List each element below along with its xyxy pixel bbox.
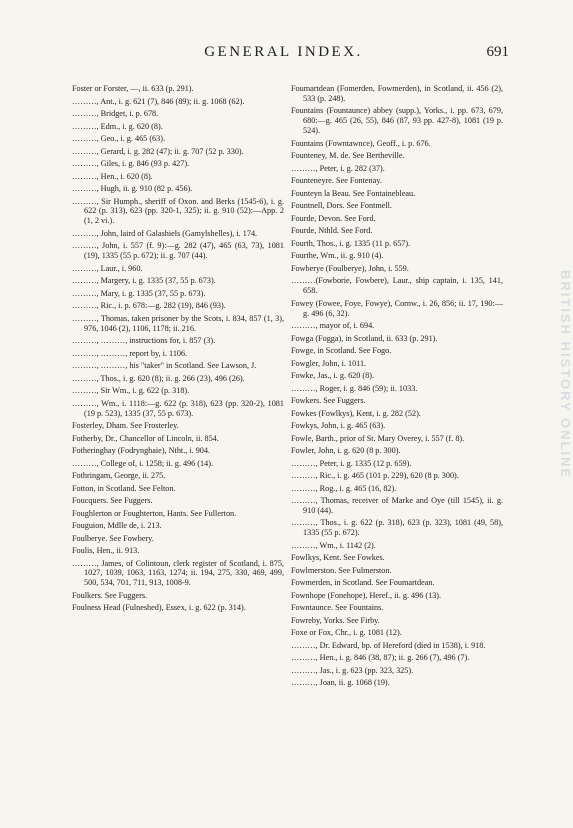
index-entry: Foumartdean (Fomerden, Fowmerden), in Scotland, ii. 456 (2), 533 (p. 248).: [291, 84, 503, 103]
index-entry: ………, Thomas, taken prisoner by the Scots, i. 834, 857 (1, 3), 976, 1046 (2), 1106, 1178; ii. 216.: [72, 313, 284, 333]
index-entry: ………, Mary, i. g. 1335 (37, 55 p. 673).: [72, 288, 206, 298]
index-entry: ………, Thos., i. g. 620 (8); ii. g. 266 (23), 496 (26).: [72, 373, 245, 383]
index-entry: Fouguion, Mdlle de, i. 213.: [72, 521, 162, 531]
index-entry: Foulness Head (Fulneshed), Essex, i. g. 622 (p. 314).: [72, 603, 246, 613]
index-entry: Fotton, in Scotland. See Felton.: [72, 483, 176, 493]
index-entry: Founteney, M. de. See Bertheville.: [291, 151, 405, 161]
index-entry: Fowreby, Yorks. See Firby.: [291, 615, 380, 625]
index-entry: Fountains (Fowntawnce), Geoff., i. p. 676.: [291, 138, 431, 148]
index-entry: Fourde, Nthld. See Ford.: [291, 226, 373, 236]
index-entry: Foughlerton or Foughterton, Hants. See Fullerton.: [72, 508, 237, 518]
index-entry: Foxe or Fox, Chr., i. g. 1081 (12).: [291, 628, 402, 638]
index-entry: ………, John, i. 557 (f. 9):—g. 282 (47), 465 (63, 73), 1081 (19), 1335 (55 p. 672); ii. g. 707 (44).: [72, 241, 284, 261]
page-title: GENERAL INDEX.: [204, 44, 363, 60]
index-column-left: [72, 84, 284, 616]
index-entry: Founteneyre. See Fontenay.: [291, 176, 382, 186]
index-entry: Fothringam, George, ii. 275.: [72, 471, 166, 481]
index-entry: Fowga (Fogga), in Scotland, ii. 633 (p. 291).: [291, 333, 438, 343]
watermark: BRITISH HISTORY ONLINE: [558, 270, 573, 480]
index-entry: ………, Sir Humph., sheriff of Oxon. and Berks (1545-6), i. g. 622 (p. 313), 623 (pp. 320-1, 325); ii. g. 910 (52):—App. 2 (1, 2 vi.).: [72, 196, 284, 226]
index-entry: ………, Gerard, i. g. 282 (47); ii. g. 707 (52 p. 330).: [72, 146, 244, 156]
index-entry: ………, Ric., i. g. 465 (101 p. 229), 620 (8 p. 300).: [291, 471, 459, 481]
index-entry: ………, Ant., i. g. 621 (7), 846 (89); ii. g. 1068 (62).: [72, 96, 245, 106]
index-entry: Fourthe, Wm., ii. g. 910 (4).: [291, 251, 384, 261]
index-entry: ………, mayor of, i. 694.: [291, 321, 375, 331]
index-column-right: [291, 84, 503, 691]
index-entry: Fowgler, John, i. 1011.: [291, 358, 367, 368]
index-entry: Fowmerden, in Scotland. See Foumartdean.: [291, 578, 435, 588]
index-entry: Foulis, Hen., ii. 913.: [72, 546, 140, 556]
index-entry: ………, Hugh, ii. g. 910 (82 p. 456).: [72, 184, 193, 193]
index-entry: ………, Jas., i. g. 623 (pp. 323, 325).: [291, 665, 414, 675]
index-entry: Fowey (Fowee, Foye, Fowye), Cornw., i. 26, 856; ii. 17, 190:—g. 496 (6, 32).: [291, 298, 503, 318]
index-entry: ………, Margery, i. g. 1335 (37, 55 p. 673).: [72, 276, 216, 286]
index-entry: Fowge, in Scotland. See Fogo.: [291, 346, 392, 356]
index-entry: Fowkers. See Fuggers.: [291, 396, 366, 406]
index-entry: ………, Laur., i. 960.: [72, 263, 143, 273]
index-entry: Fowke, Jas., i. g. 620 (8).: [291, 371, 375, 381]
page-number: 691: [486, 44, 509, 60]
index-entry: ………, Hen., i. g. 846 (38, 87); ii. g. 266 (7), 496 (7).: [291, 653, 470, 663]
index-entry: Fountains (Fountaunce) abbey (supp.), Yorks., i. pp. 673, 679, 680:—g. 465 (26, 55), 846 (87, 93 pp. 427-8), 1081 (19 p. 524).: [291, 106, 503, 136]
index-entry: ………, Geo., i. g. 465 (63).: [72, 134, 166, 143]
index-entry: Foulberye. See Fowbery.: [72, 533, 154, 543]
index-entry: ………, ………, his "taker" in Scotland. See Lawson, J.: [72, 361, 257, 371]
index-entry: Fosterley, Dham. See Frosterley.: [72, 421, 179, 431]
index-entry: ………, Peter, i. g. 282 (37).: [291, 163, 385, 173]
index-entry: ………, ………, report by, i. 1106.: [72, 348, 188, 358]
index-entry: Foster or Forster, —, ii. 633 (p. 291).: [72, 84, 194, 93]
index-entry: Fowlkys, Kent. See Fowkes.: [291, 553, 385, 563]
index-entry: ………, Edm., i. g. 620 (8).: [72, 121, 163, 131]
index-entry: ………, Thomas, receiver of Marke and Oye (till 1545), ii. g. 910 (44).: [291, 496, 503, 515]
index-entry: Fotherby, Dr., Chancellor of Lincoln, ii. 854.: [72, 433, 219, 443]
index-entry: ………, ………, instructions for, i. 857 (3).: [72, 336, 216, 346]
index-entry: Founteyn la Beau. See Fontainebleau.: [291, 188, 416, 198]
index-entry: Foucquers. See Fuggers.: [72, 496, 153, 506]
index-entry: Fourde, Devon. See Ford.: [291, 213, 376, 223]
index-entry: ………, College of, i. 1258; ii. g. 496 (14).: [72, 458, 213, 468]
index-entry: Fowkes (Fowlkys), Kent, i. g. 282 (52).: [291, 408, 421, 418]
index-entry: ………(Fowborie, Fowbere), Laur., ship captain, i. 135, 141, 658.: [291, 276, 503, 296]
index-entry: Fotheringhay (Fodrynghaie), Ntht., i. 904.: [72, 446, 211, 456]
index-entry: ………, James, of Colintoun, clerk register of Scotland, i. 875, 1027, 1039, 1063, 1163, 1274; ii. 194, 275, 330, 469, 499, 500, 534, 701, 711, 913, 1008-9.: [72, 558, 284, 588]
index-entry: ………, Bridget, i. p. 678.: [72, 109, 159, 118]
page-header: [0, 44, 567, 64]
index-entry: Fourth, Thos., i. g. 1335 (11 p. 657).: [291, 238, 411, 248]
index-entry: ………, Dr. Edward, bp. of Hereford (died in 1538), i. 918.: [291, 640, 486, 650]
index-entry: ………, Hen., i. 620 (8).: [72, 171, 153, 181]
index-entry: ………, Giles, i. g. 846 (93 p. 427).: [72, 159, 190, 168]
index-entry: ………, Wm., i. 1142 (2).: [291, 540, 376, 550]
index-entry: ………, Thos., i. g. 622 (p. 318), 623 (p. 323), 1081 (49, 58), 1335 (55 p. 672).: [291, 518, 503, 538]
index-entry: ………, Ric., i. p. 678:—g. 282 (19), 846 (93).: [72, 301, 226, 311]
index-entry: ………, Joan, ii. g. 1068 (19).: [291, 678, 390, 688]
index-entry: ………, Peter, i. g. 1335 (12 p. 659).: [291, 458, 412, 468]
index-entry: ………, Wm., i. 1118:—g. 622 (p. 318), 623 (pp. 320-2), 1081 (19 p. 523), 1335 (37, 55 p. 673).: [72, 398, 284, 418]
index-entry: Fowle, Barth., prior of St. Mary Overey, i. 557 (f. 8).: [291, 433, 465, 443]
index-entry: Foulkers. See Fuggers.: [72, 590, 148, 600]
index-entry: ………, Rog., i. g. 465 (16, 82).: [291, 483, 397, 493]
index-entry: ………, Roger, i. g. 846 (59); ii. 1033.: [291, 383, 418, 393]
index-entry: Fowler, John, i. g. 620 (8 p. 300).: [291, 446, 401, 456]
index-entry: ………, Sir Wm., i. g. 622 (p. 318).: [72, 386, 190, 396]
index-entry: Fountnell, Dors. See Fontmell.: [291, 201, 392, 211]
index-entry: Fowlmerston. See Fulmerston.: [291, 565, 392, 575]
index-entry: ………, John, laird of Galashiels (Gamylshelles), i. 174.: [72, 228, 258, 238]
index-entry: Fowkys, John, i. g. 465 (63).: [291, 421, 386, 431]
index-entry: Fowberye (Foulberye), John, i. 559.: [291, 263, 409, 273]
index-entry: Fownhope (Fonehope), Heref., ii. g. 496 (13).: [291, 590, 442, 600]
index-entry: Fowntaunce. See Fountains.: [291, 603, 384, 613]
